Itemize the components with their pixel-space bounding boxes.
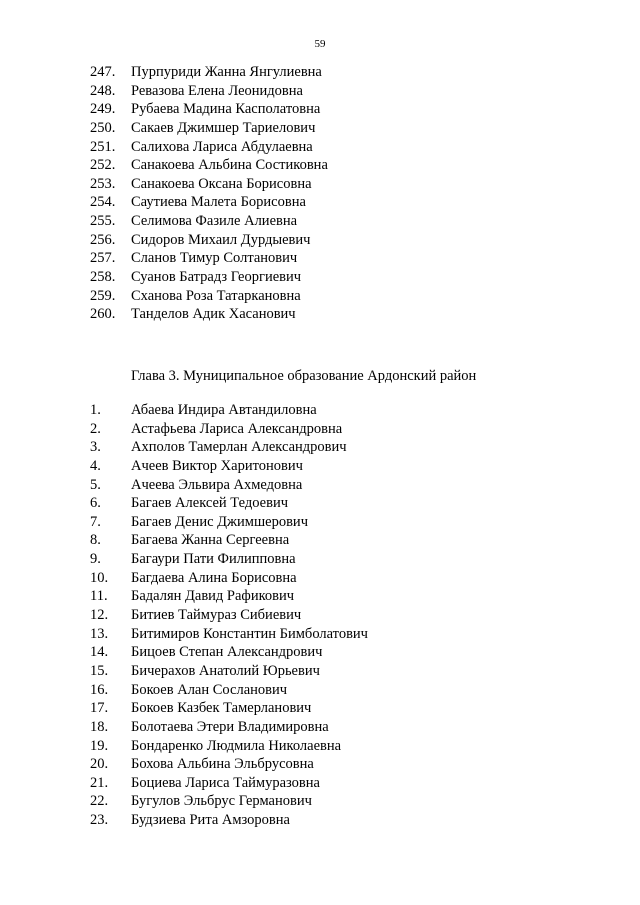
list-item-name: Астафьева Лариса Александровна <box>131 420 343 437</box>
list-item-number: 12. <box>90 607 109 624</box>
page-number: 59 <box>314 38 326 50</box>
list-item <box>0 662 640 681</box>
list-item-number: 6. <box>90 495 101 512</box>
name-list-continued <box>0 63 640 324</box>
list-item <box>0 100 640 119</box>
list-item <box>0 457 640 476</box>
list-item-number: 23. <box>90 812 109 829</box>
list-item-number: 21. <box>90 774 109 791</box>
list-item-number: 260. <box>90 306 116 323</box>
list-item <box>0 420 640 439</box>
list-item <box>0 811 640 830</box>
list-item <box>0 287 640 306</box>
list-item-name: Суанов Батрадз Георгиевич <box>131 269 302 286</box>
list-item <box>0 737 640 756</box>
list-item-number: 22. <box>90 793 109 810</box>
list-item-name: Рубаева Мадина Касполатовна <box>131 101 321 118</box>
list-item <box>0 438 640 457</box>
list-item-name: Сидоров Михаил Дурдыевич <box>131 231 311 248</box>
list-item <box>0 718 640 737</box>
list-item-number: 11. <box>90 588 108 605</box>
list-item-number: 2. <box>90 420 101 437</box>
list-item <box>0 494 640 513</box>
list-item-number: 14. <box>90 644 109 661</box>
list-item-number: 259. <box>90 287 116 304</box>
list-item-name: Битимиров Константин Бимболатович <box>131 625 368 642</box>
list-item <box>0 193 640 212</box>
list-item-number: 9. <box>90 551 101 568</box>
list-item-number: 15. <box>90 662 109 679</box>
list-item-number: 18. <box>90 718 109 735</box>
list-item-name: Болотаева Этери Владимировна <box>131 718 329 735</box>
list-item-number: 16. <box>90 681 109 698</box>
list-item-number: 17. <box>90 700 109 717</box>
list-item-number: 10. <box>90 569 109 586</box>
list-item <box>0 305 640 324</box>
list-item-name: Сханова Роза Татаркановна <box>131 287 301 304</box>
list-item <box>0 587 640 606</box>
list-item-name: Санакоева Альбина Состиковна <box>131 157 328 174</box>
list-item-name: Бохова Альбина Эльбрусовна <box>131 756 314 773</box>
list-item <box>0 249 640 268</box>
list-item-number: 20. <box>90 756 109 773</box>
list-item-number: 247. <box>90 64 116 80</box>
list-item-name: Танделов Адик Хасанович <box>131 306 296 323</box>
list-item <box>0 63 640 82</box>
list-item-name: Ревазова Елена Леонидовна <box>131 82 303 99</box>
list-item-number: 254. <box>90 194 116 211</box>
list-item-number: 13. <box>90 625 109 642</box>
list-item <box>0 625 640 644</box>
list-item-number: 5. <box>90 476 101 493</box>
list-item-name: Бугулов Эльбрус Германович <box>131 793 312 810</box>
list-item-name: Бокоев Алан Сосланович <box>131 681 288 698</box>
list-item-name: Сакаев Джимшер Тариелович <box>131 119 316 136</box>
list-item-name: Пурпуриди Жанна Янгулиевна <box>131 64 322 80</box>
list-item-number: 255. <box>90 213 116 230</box>
list-item-name: Багдаева Алина Борисовна <box>131 569 297 586</box>
list-item <box>0 175 640 194</box>
list-item-name: Багаев Денис Джимшерович <box>131 513 308 530</box>
list-item <box>0 231 640 250</box>
list-item-name: Ачеев Виктор Харитонович <box>131 457 303 474</box>
list-item-name: Бицоев Степан Александрович <box>131 644 323 661</box>
list-item-name: Селимова Фазиле Алиевна <box>131 213 298 230</box>
list-item <box>0 513 640 532</box>
list-item-number: 258. <box>90 269 116 286</box>
list-item <box>0 774 640 793</box>
list-item-name: Багаури Пати Филипповна <box>131 551 296 568</box>
list-item <box>0 119 640 138</box>
list-item-number: 250. <box>90 119 116 136</box>
list-item <box>0 569 640 588</box>
list-item <box>0 792 640 811</box>
list-item <box>0 699 640 718</box>
list-item-name: Абаева Индира Автандиловна <box>131 402 317 418</box>
list-item-name: Бокоев Казбек Тамерланович <box>131 700 312 717</box>
list-item-number: 248. <box>90 82 116 99</box>
list-item <box>0 643 640 662</box>
list-item-name: Багаев Алексей Тедоевич <box>131 495 289 512</box>
list-item-name: Бадалян Давид Рафикович <box>131 588 295 605</box>
list-item-number: 249. <box>90 101 116 118</box>
list-item-number: 256. <box>90 231 116 248</box>
list-item-number: 7. <box>90 513 101 530</box>
list-item-name: Бичерахов Анатолий Юрьевич <box>131 662 320 679</box>
list-item <box>0 755 640 774</box>
list-item-name: Багаева Жанна Сергеевна <box>131 532 290 549</box>
list-item-number: 251. <box>90 138 116 155</box>
name-list-chapter-3 <box>0 401 640 830</box>
list-item-name: Будзиева Рита Амзоровна <box>131 812 290 829</box>
chapter-heading: Глава 3. Муниципальное образование Ардонский район <box>131 368 477 384</box>
list-item-name: Саутиева Малета Борисовна <box>131 194 306 211</box>
list-item <box>0 550 640 569</box>
list-item <box>0 212 640 231</box>
list-item-name: Салихова Лариса Абдулаевна <box>131 138 313 155</box>
list-item <box>0 82 640 101</box>
list-item-name: Бондаренко Людмила Николаевна <box>131 737 342 754</box>
list-item-number: 257. <box>90 250 116 267</box>
list-item <box>0 156 640 175</box>
list-item-name: Ахполов Тамерлан Александрович <box>131 439 347 456</box>
list-item-number: 4. <box>90 457 101 474</box>
list-item-number: 3. <box>90 439 101 456</box>
list-item-number: 252. <box>90 157 116 174</box>
list-item <box>0 681 640 700</box>
list-item-number: 19. <box>90 737 109 754</box>
list-item-number: 253. <box>90 175 116 192</box>
list-item <box>0 531 640 550</box>
list-item <box>0 268 640 287</box>
list-item-name: Санакоева Оксана Борисовна <box>131 175 312 192</box>
list-item <box>0 401 640 420</box>
list-item <box>0 476 640 495</box>
list-item-number: 1. <box>90 402 101 418</box>
list-item <box>0 138 640 157</box>
list-item <box>0 606 640 625</box>
list-item-name: Боциева Лариса Таймуразовна <box>131 774 320 791</box>
list-item-number: 8. <box>90 532 101 549</box>
list-item-name: Сланов Тимур Солтанович <box>131 250 298 267</box>
list-item-name: Ачеева Эльвира Ахмедовна <box>131 476 303 493</box>
list-item-name: Битиев Таймураз Сибиевич <box>131 607 302 624</box>
